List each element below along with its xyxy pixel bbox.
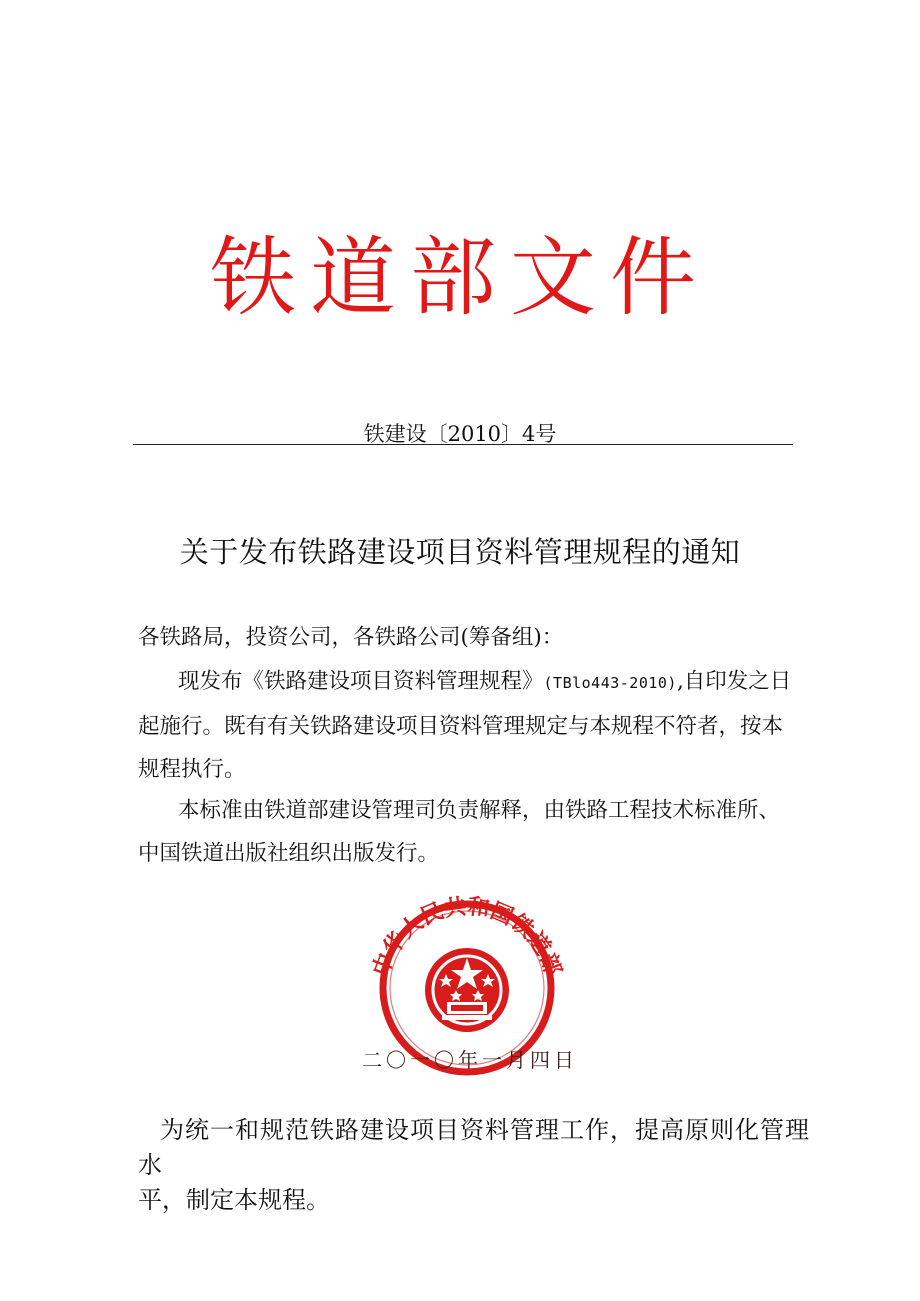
salutation: 各铁路局，投资公司，各铁路公司(筹备组)： bbox=[138, 625, 564, 650]
seal-text: 中华人民共和国铁道部 bbox=[368, 894, 566, 980]
document-header-title: 铁道部文件 bbox=[210, 228, 710, 328]
document-number: 铁建设〔2010〕4号 bbox=[363, 422, 557, 446]
paragraph-1-tail: ,自印发之日起施行。既有有关铁路建设项目资料管理规定与本规程不符者，按本规程执行。 bbox=[138, 669, 792, 782]
paragraph-2: 本标准由铁道部建设管理司负责解释，由铁路工程技术标准所、中国铁道出版社组织出版发行。 bbox=[138, 798, 781, 866]
closing-line-2: 平，制定本规程。 bbox=[138, 1186, 330, 1214]
seal-date: 二〇一〇年一月四日 bbox=[362, 1048, 578, 1072]
header-divider bbox=[133, 444, 793, 445]
national-emblem-icon bbox=[425, 948, 509, 1032]
notice-title: 关于发布铁路建设项目资料管理规程的通知 bbox=[179, 535, 741, 569]
paragraph-1-lead: 现发布《铁路建设项目资料管理规程》 bbox=[178, 669, 544, 694]
standard-reference: (TBlo443-2010) bbox=[543, 674, 677, 692]
paragraph-1 bbox=[138, 660, 798, 791]
closing-line-1: 为统一和规范铁路建设项目资料管理工作，提高原则化管理水 bbox=[138, 1116, 810, 1179]
